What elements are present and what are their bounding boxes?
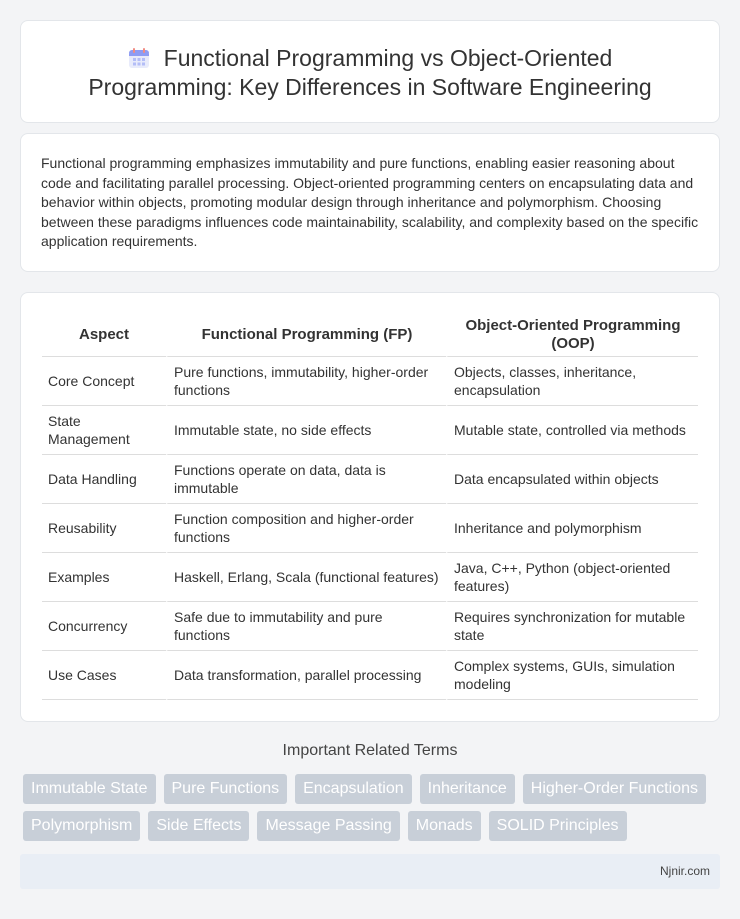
tag-pure-functions[interactable]: Pure Functions [164, 774, 288, 804]
cell-oop: Objects, classes, inheritance, encapsulation [446, 357, 698, 406]
table-row [42, 406, 698, 455]
cell-aspect: State Management [42, 406, 166, 455]
cell-fp: Haskell, Erlang, Scala (functional features) [166, 553, 446, 602]
header-fp: Functional Programming (FP) [166, 313, 446, 357]
footer-site-link[interactable]: Njnir.com [659, 864, 710, 878]
cell-oop: Requires synchronization for mutable state [446, 602, 698, 651]
table-row [42, 357, 698, 406]
page-title [61, 44, 679, 102]
tag-monads[interactable]: Monads [408, 811, 481, 841]
tag-row [23, 811, 723, 841]
cell-fp: Pure functions, immutability, higher-order functions [166, 357, 446, 406]
cell-fp: Immutable state, no side effects [166, 406, 446, 455]
header-aspect: Aspect [42, 313, 166, 357]
table-header-row [42, 313, 698, 357]
table-row [42, 504, 698, 553]
tag-inheritance[interactable]: Inheritance [420, 774, 515, 804]
related-terms-heading: Important Related Terms [282, 742, 458, 759]
calendar-icon [128, 47, 150, 69]
cell-aspect: Core Concept [42, 357, 166, 406]
summary-text: Functional programming emphasizes immutability and pure functions, enabling easier reasoning about code and facilitating parallel processing. Object-oriented programming centers on encapsulating data and behavior within objects, promoting modular design through inheritance and polymorphism. Choosing between these paradigms influences code maintainability, scalability, and complexity based on the specific application requirements. [41, 155, 699, 250]
tag-immutable-state[interactable]: Immutable State [23, 774, 156, 804]
tag-message-passing[interactable]: Message Passing [257, 811, 399, 841]
cell-oop: Data encapsulated within objects [446, 455, 698, 504]
cell-aspect: Examples [42, 553, 166, 602]
table-row [42, 553, 698, 602]
cell-aspect: Concurrency [42, 602, 166, 651]
cell-oop: Complex systems, GUIs, simulation modeling [446, 651, 698, 700]
cell-aspect: Data Handling [42, 455, 166, 504]
footer [20, 854, 720, 889]
cell-fp: Data transformation, parallel processing [166, 651, 446, 700]
tag-side-effects[interactable]: Side Effects [148, 811, 249, 841]
header-oop: Object-Oriented Programming (OOP) [446, 313, 698, 357]
related-terms-tags [23, 774, 723, 848]
cell-oop: Inheritance and polymorphism [446, 504, 698, 553]
cell-fp: Functions operate on data, data is immutable [166, 455, 446, 504]
cell-aspect: Reusability [42, 504, 166, 553]
comparison-table [42, 313, 698, 700]
comparison-table-card [20, 292, 720, 722]
cell-fp: Function composition and higher-order functions [166, 504, 446, 553]
tag-higher-order-functions[interactable]: Higher-Order Functions [523, 774, 706, 804]
table-row [42, 602, 698, 651]
table-row [42, 455, 698, 504]
cell-fp: Safe due to immutability and pure functions [166, 602, 446, 651]
tag-solid-principles[interactable]: SOLID Principles [489, 811, 627, 841]
cell-aspect: Use Cases [42, 651, 166, 700]
title-card [20, 20, 720, 123]
summary-card [20, 133, 720, 272]
tag-encapsulation[interactable]: Encapsulation [295, 774, 412, 804]
cell-oop: Java, C++, Python (object-oriented features) [446, 553, 698, 602]
tag-row [23, 774, 723, 804]
cell-oop: Mutable state, controlled via methods [446, 406, 698, 455]
tag-polymorphism[interactable]: Polymorphism [23, 811, 140, 841]
table-row [42, 651, 698, 700]
page-title-text: Functional Programming vs Object-Oriented Programming: Key Differences in Software Engineering [88, 45, 652, 100]
